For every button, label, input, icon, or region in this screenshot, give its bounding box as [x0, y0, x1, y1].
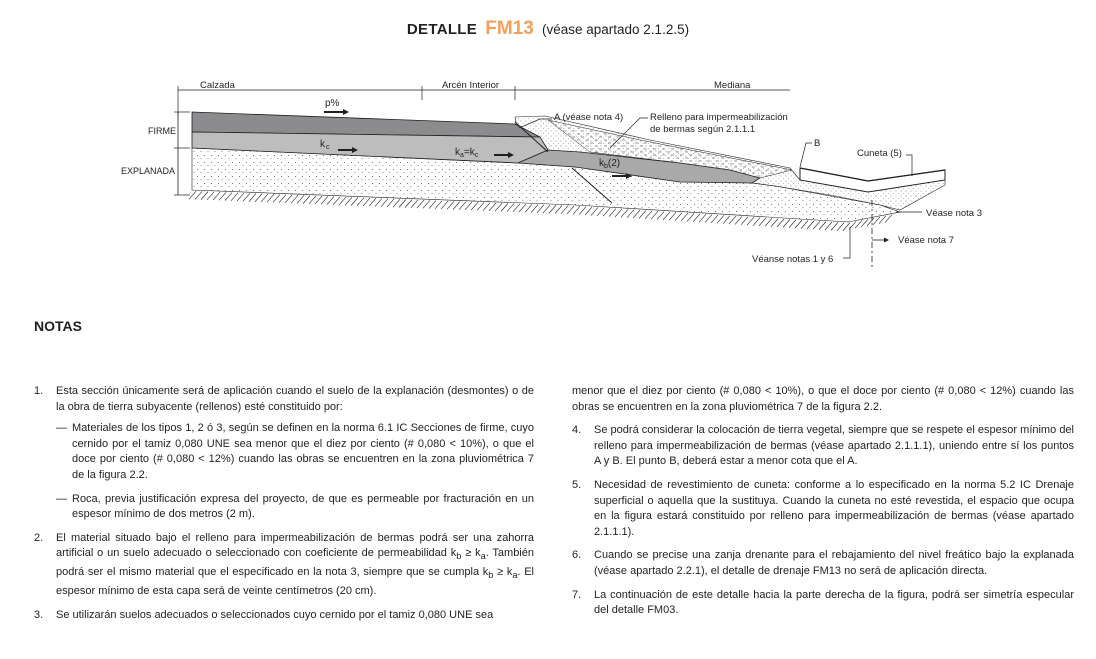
callout-b-text: B: [814, 138, 821, 149]
zone-arcen-interior: Arcén Interior: [442, 80, 500, 91]
callout-notas16: [752, 227, 850, 265]
ka-kc-label: $k_a=k_c$: [455, 147, 479, 159]
kb-label: $k_b(2)$: [599, 158, 621, 170]
callout-notas16-text: Véanse notas 1 y 6: [752, 254, 834, 265]
note-5-text: Necesidad de revestimiento de cuneta: conforme a lo especificado en la norma 5.2 IC Drenaje superficial o aquella que la sustituya. Cuando la cuneta no esté revestida, el espacio que ocupa en la figura estará constituido por relleno para impermeabilización de bermas (véase apartado 2.1.1.1).: [594, 478, 1074, 538]
note-4-text: Se podrá considerar la colocación de tierra vegetal, siempre que se respete el espesor mínimo del relleno para impermeabilización de bermas (véase apartado 2.1.1.1), uniendo entre sí los puntos A y B. El punto B, deberá estar a menor cota que el A.: [594, 424, 1074, 468]
callout-nota3-text: Véase nota 3: [926, 208, 982, 219]
note-7: [572, 588, 1074, 619]
note-4-number: 4.: [572, 424, 582, 437]
callout-a-text: A (véase nota 4): [554, 112, 624, 123]
note-7-text: La continuación de este detalle hacia la parte derecha de la figura, podrá ser simetría especular del detalle FM03.: [594, 588, 1074, 617]
kc-label: $k_c$: [320, 139, 330, 151]
note-4: [572, 423, 1074, 470]
note-1-text: Esta sección únicamente será de aplicación cuando el suelo de la explanación (desmontes) o de la obra de tierra subyacente (rellenos) esté constituido por:: [56, 385, 534, 413]
note-3-number: 3.: [34, 608, 44, 621]
callout-nota7-text: Véase nota 7: [898, 235, 954, 246]
zone-calzada: Calzada: [200, 80, 235, 91]
note-1-number: 1.: [34, 385, 44, 397]
callout-nota3: [896, 208, 982, 219]
callout-cuneta: [857, 148, 912, 176]
slope-arrow: [324, 109, 349, 115]
layer-explanada: EXPLANADA: [121, 166, 176, 176]
note-2: [34, 531, 534, 600]
callout-relleno-line2: de bermas según 2.1.1.1: [650, 124, 756, 135]
note-1-item-1-dash: —: [56, 422, 67, 435]
note-1-item-1: [56, 421, 534, 483]
callout-cuneta-text: Cuneta (5): [857, 148, 902, 159]
note-2-text: El material situado bajo el relleno para impermeabilización de bermas podrá ser una zahorra artificial o un suelo adecuado o seleccionado con coeficiente de permeabilidad $k_b \ge k_a$. También podrá ser el mismo material que el especificado en la nota 3, siempre que se cumpla $k_b \ge k_a$. El espesor mínimo de esta capa será de veinte centímetros (20 cm).: [56, 531, 534, 597]
callout-b: [800, 138, 820, 167]
zone-dimension-line: [178, 80, 790, 115]
layer-brace: [121, 112, 190, 195]
detail-code: FM13: [485, 18, 534, 39]
note-7-number: 7.: [572, 588, 582, 601]
detail-reference: (véase apartado 2.1.2.5): [541, 22, 690, 37]
note-1-item-2-dash: —: [56, 492, 67, 505]
layer-firme: FIRME: [148, 126, 176, 136]
note-2-number: 2.: [34, 531, 44, 544]
note-3-continuation: menor que el diez por ciento (# 0,080 < 10%), o que el doce por ciento (# 0,080 < 12%) cuando las obras se encuentren en la zona pluviométrica 7 de la figura 2.2.: [572, 385, 1074, 413]
zone-mediana: Mediana: [714, 80, 751, 91]
cross-section-diagram: [0, 0, 1096, 300]
note-6: [572, 548, 1074, 579]
note-3-text: Se utilizarán suelos adecuados o seleccionados cuyo cernido por el tamiz 0,080 UNE sea: [56, 608, 494, 621]
note-1-item-2: [56, 492, 534, 523]
note-5: [572, 478, 1074, 540]
note-5-number: 5.: [572, 478, 582, 491]
notes-column-right: [572, 384, 1074, 627]
note-1-item-1-text: Materiales de los tipos 1, 2 ó 3, según se definen en la norma 6.1 IC Secciones de firme, cuyo cernido por el tamiz 0,080 UNE sea menor que el diez por ciento (# 0,080 < 10%), o que el doce por ciento (# 0,080 < 12%) cuando las obras se encuentren en la zona pluviométrica 7 de la figura 2.2.: [72, 422, 534, 481]
notes-column-left: [34, 384, 534, 631]
note-1: [34, 384, 534, 523]
slope-label: p%: [325, 98, 340, 109]
note-6-number: 6.: [572, 549, 582, 562]
callout-relleno-line1: Relleno para impermeabilización: [650, 112, 788, 123]
detail-label: DETALLE: [406, 21, 478, 38]
notes-heading: NOTAS: [34, 318, 82, 334]
note-1-item-2-text: Roca, previa justificación expresa del proyecto, de que es permeable por fracturación en un espesor mínimo de dos metros (2 m).: [72, 492, 534, 521]
note-6-text: Cuando se precise una zanja drenante para el rebajamiento del nivel freático bajo la explanada (véase apartado 2.2.1), el detalle de drenaje FM13 no será de aplicación directa.: [594, 549, 1074, 577]
note-3: [34, 608, 534, 624]
